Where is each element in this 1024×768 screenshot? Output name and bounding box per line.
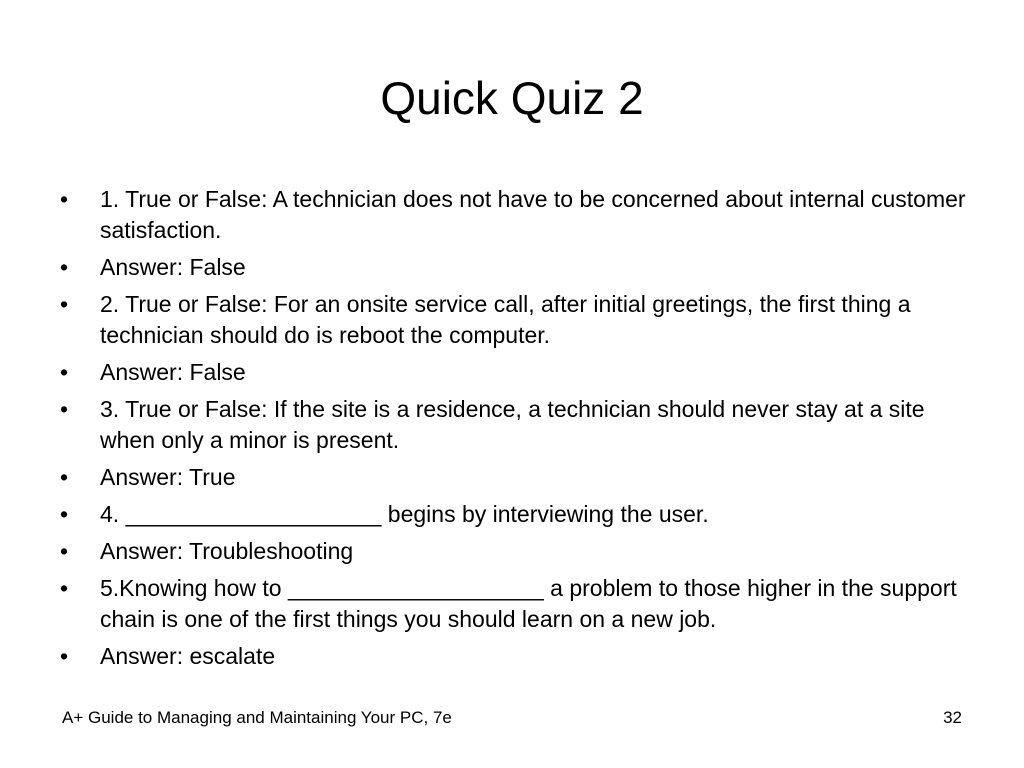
bullet-text: 4. ____________________ begins by interviewing the user.	[100, 501, 709, 527]
bullet-marker-icon: •	[60, 538, 69, 564]
bullet-item-4	[60, 357, 970, 388]
footer-book-title: A+ Guide to Managing and Maintaining Your PC, 7e	[62, 708, 452, 727]
bullet-text: Answer: False	[100, 359, 246, 385]
bullet-marker-icon: •	[60, 464, 69, 490]
slide-title: Quick Quiz 2	[380, 72, 644, 124]
bullet-text: Answer: Troubleshooting	[100, 538, 354, 564]
bullet-marker-icon: •	[60, 291, 69, 317]
bullet-text: Answer: escalate	[100, 643, 276, 669]
bullet-text: 2. True or False: For an onsite service call, after initial greetings, the first thing a technician should do is reboot the computer.	[100, 291, 911, 348]
bullet-item-3	[60, 289, 970, 351]
bullet-item-7	[60, 499, 970, 530]
bullet-marker-icon: •	[60, 643, 69, 669]
bullet-marker-icon: •	[60, 254, 69, 280]
bullet-text: Answer: True	[100, 464, 236, 490]
bullet-marker-icon: •	[60, 396, 69, 422]
bullet-item-8	[60, 536, 970, 567]
bullet-marker-icon: •	[60, 359, 69, 385]
bullet-marker-icon: •	[60, 575, 69, 601]
bullet-item-10	[60, 641, 970, 672]
bullet-item-6	[60, 462, 970, 493]
bullet-item-1	[60, 184, 970, 246]
footer-page-number: 32	[943, 708, 962, 727]
bullet-text: 1. True or False: A technician does not have to be concerned about internal customer satisfaction.	[100, 186, 966, 243]
quiz-bullet-list	[60, 184, 970, 678]
bullet-text: 5.Knowing how to ____________________ a problem to those higher in the support chain is one of the first things you should learn on a new job.	[100, 575, 957, 632]
bullet-item-2	[60, 252, 970, 283]
bullet-text: Answer: False	[100, 254, 246, 280]
bullet-marker-icon: •	[60, 186, 69, 212]
bullet-marker-icon: •	[60, 501, 69, 527]
bullet-item-9	[60, 573, 970, 635]
bullet-item-5	[60, 394, 970, 456]
bullet-text: 3. True or False: If the site is a residence, a technician should never stay at a site when only a minor is present.	[100, 396, 925, 453]
